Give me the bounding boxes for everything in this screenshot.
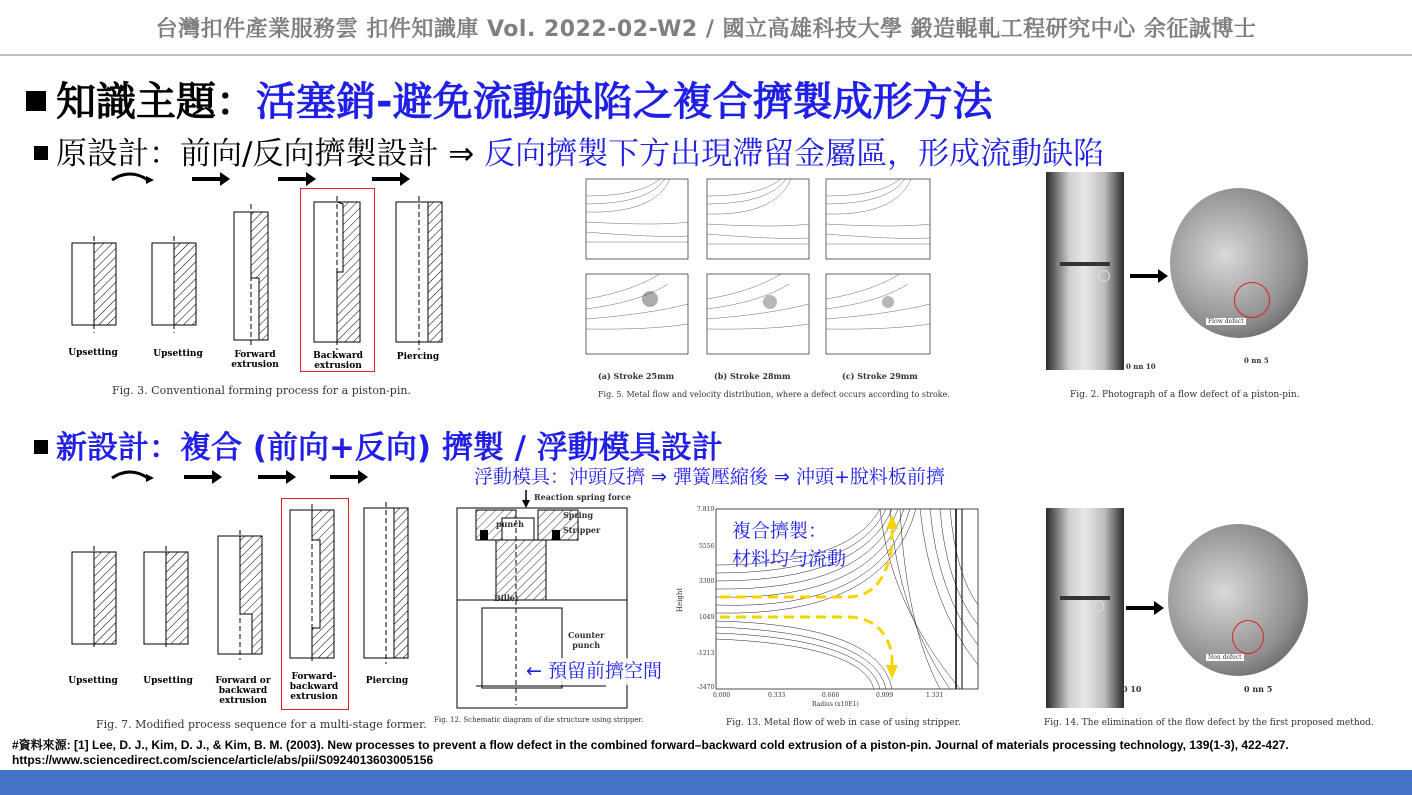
fig12-label-punch: punch xyxy=(496,519,524,529)
fig7-step-2: Upsetting xyxy=(143,676,193,686)
fig13-xtick-4: 0.999 xyxy=(876,692,894,699)
fig2-groove-line xyxy=(1060,262,1110,266)
fig13-ytick-1: 7.819 xyxy=(697,506,715,513)
fig13-ytick-3: 3300 xyxy=(699,578,715,585)
fig2-piston-pin-photo xyxy=(1046,172,1124,370)
fig7-step-3: Forward or backward extrusion xyxy=(215,676,271,706)
topic-value: 活塞銷-避免流動缺陷之複合擠製成形方法 xyxy=(256,79,993,125)
fig12-label-reaction: Reaction spring force xyxy=(534,492,631,502)
fig2-caption: Fig. 2. Photograph of a flow defect of a piston-pin. xyxy=(1070,390,1300,400)
header-divider xyxy=(0,54,1412,56)
fig13-ytick-2: 5556 xyxy=(699,543,715,550)
fig13-metal-flow-plot xyxy=(680,505,980,715)
square-bullet-icon xyxy=(26,91,46,111)
fig12-label-counter: Counter punch xyxy=(568,630,605,650)
fig5-sublabel-c: (c) Stroke 29mm xyxy=(842,371,918,381)
floating-die-note: 浮動模具：沖頭反擠 ⇒ 彈簧壓縮後 ⇒ 沖頭+脫料板前擠 xyxy=(474,466,945,488)
square-bullet-icon xyxy=(34,146,48,160)
original-design-value: 反向擠製下方出現滯留金屬區，形成流動缺陷 xyxy=(484,136,1105,172)
fig3-step-2: Upsetting xyxy=(153,349,203,359)
original-design-label: 原設計：前向/反向擠製設計 ⇒ xyxy=(56,136,485,172)
fig14-defect-circle xyxy=(1232,620,1264,654)
fig12-caption: Fig. 12. Schematic diagram of die structure using stripper. xyxy=(434,716,644,724)
fig7-caption: Fig. 7. Modified process sequence for a multi-stage former. xyxy=(96,718,427,731)
fig2-zoom-inset xyxy=(1170,188,1308,338)
fig14-marker xyxy=(1094,600,1104,612)
fig5-metal-flow-plots xyxy=(570,174,950,374)
original-design-line xyxy=(34,128,1104,173)
footer-bar xyxy=(0,770,1412,795)
fig13-ytick-5: -1213 xyxy=(697,650,715,657)
fig14-scale-left: 0 10 xyxy=(1122,684,1142,694)
fig13-xlabel: Radius (x10E1) xyxy=(812,701,859,708)
fig12-label-spring: Spring xyxy=(563,510,594,520)
arrow-right-icon xyxy=(1126,600,1166,616)
new-design-label: 新設計：複合 (前向+反向) 擠製 / 浮動模具設計 xyxy=(56,430,723,466)
fig7-step-4: Forward- backward extrusion xyxy=(289,672,339,702)
fig5-sublabel-b: (b) Stroke 28mm xyxy=(714,371,791,381)
fig3-step-3: Forward extrusion xyxy=(231,350,279,370)
fig13-caption: Fig. 13. Metal flow of web in case of using stripper. xyxy=(726,718,961,728)
header-bar xyxy=(0,0,1412,56)
arrow-right-icon xyxy=(1130,268,1170,284)
fig7-process-diagram xyxy=(60,466,420,676)
fig5-caption: Fig. 5. Metal flow and velocity distribution, where a defect occurs according to stroke. xyxy=(598,390,950,399)
fig12-label-stripper: Stripper xyxy=(563,525,601,535)
reference-citation: #資料來源: [1] Lee, D. J., Kim, D. J., & Kim, B. M. (2003). New processes to prevent a flow defect in the combined forward–backward cold extrusion of a piston-pin. Journal of materials processing technology, 139(1-3), 422-427. https://www.sciencedirect.com/science/article/abs/pii/S0924013603005156 xyxy=(12,738,1289,767)
fig2-scale-left: 0 nn 10 xyxy=(1126,362,1156,371)
fig3-highlight-box xyxy=(300,188,375,372)
fig12-forward-space-note: ← 預留前擠空間 xyxy=(526,658,662,685)
fig2-defect-circle xyxy=(1234,282,1270,318)
topic-label: 知識主題： xyxy=(56,79,256,125)
fig14-groove-line xyxy=(1060,596,1110,600)
fig7-step-5: Piercing xyxy=(365,676,409,686)
fig3-process-diagram xyxy=(60,168,460,378)
fig13-xtick-1: 0.000 xyxy=(713,692,731,699)
fig13-ytick-4: 1049 xyxy=(699,614,715,621)
fig13-xtick-5: 1.331 xyxy=(926,692,944,699)
fig3-caption: Fig. 3. Conventional forming process for a piston-pin. xyxy=(112,384,411,397)
fig13-ytick-6: -3470 xyxy=(697,684,715,691)
square-bullet-icon xyxy=(34,440,48,454)
fig14-scale-right: 0 nn 5 xyxy=(1244,684,1273,694)
fig5-sublabel-a: (a) Stroke 25mm xyxy=(598,371,675,381)
fig2-defect-marker xyxy=(1098,270,1110,282)
fig2-scale-right: 0 nn 5 xyxy=(1244,356,1269,365)
fig3-step-5: Piercing xyxy=(396,352,440,362)
fig7-step-1: Upsetting xyxy=(68,676,118,686)
fig3-step-1: Upsetting xyxy=(68,348,118,358)
fig13-xtick-3: 0.666 xyxy=(822,692,840,699)
fig12-label-billet: Billet xyxy=(494,593,519,603)
fig13-overlay-line2: 材料均勻流動 xyxy=(732,548,847,570)
knowledge-topic xyxy=(26,70,993,127)
fig14-caption: Fig. 14. The elimination of the flow defect by the first proposed method. xyxy=(1044,718,1374,728)
fig13-overlay-line1: 複合擠製： xyxy=(732,520,828,542)
fig14-inset-label: Non defect xyxy=(1208,654,1242,661)
fig2-inset-label: Flow defect xyxy=(1208,318,1244,325)
fig13-ylabel: Height xyxy=(676,587,685,613)
fig13-xtick-2: 0.333 xyxy=(768,692,786,699)
new-design-line xyxy=(34,422,723,467)
header-title: 台灣扣件產業服務雲 扣件知識庫 Vol. 2022-02-W2 / 國立高雄科技大學 鍛造輥軋工程研究中心 余征誠博士 xyxy=(155,17,1257,42)
fig3-step-4: Backward extrusion xyxy=(313,351,363,371)
fig14-piston-pin-photo xyxy=(1046,508,1124,708)
